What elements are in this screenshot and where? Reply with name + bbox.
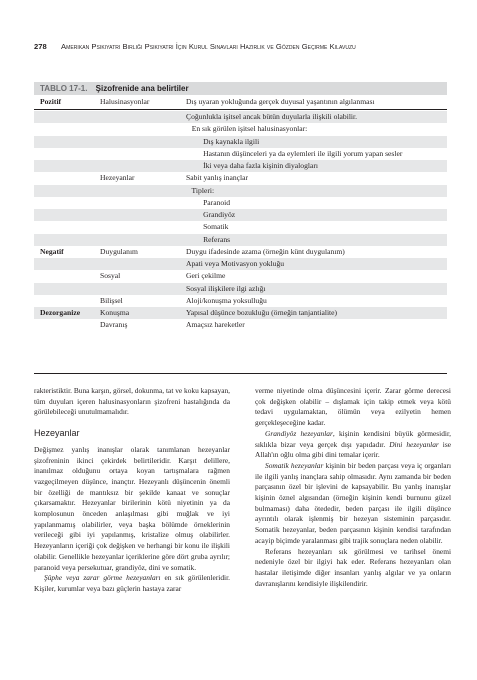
table-row bbox=[34, 258, 447, 270]
table-row bbox=[34, 283, 447, 295]
table-cell-description: Geri çekilme bbox=[186, 271, 226, 281]
table-title: Şizofrenide ana belirtiler bbox=[95, 84, 189, 93]
running-header bbox=[34, 42, 447, 51]
table-cell-description: Sosyal ilişkilere ilgi azlığı bbox=[186, 283, 266, 293]
paragraph: Referans hezeyanları sık görülmesi ve tarihsel önemi nedeniyle özel bir ilgiyi hak eder. Referans hezeyanları olan hastalar iletişimde diğer insanları yanlış algılar ve ya onların davranışlarını kendisiyle ilişkilendirir. bbox=[255, 546, 451, 588]
table-row bbox=[34, 136, 447, 148]
table-row bbox=[34, 246, 447, 258]
running-title: Amerikan Psikiyatri Birliği Psikiyatri İçin Kurul Sınavları Hazırlık ve Gözden Geçirme Kılavuzu bbox=[61, 42, 356, 51]
table-row bbox=[34, 197, 447, 209]
table-cell-subcategory: Hezeyanlar bbox=[100, 173, 135, 183]
table-row bbox=[34, 319, 447, 331]
table-row bbox=[34, 307, 447, 319]
right-text-column bbox=[255, 386, 451, 589]
table-cell-description: Yapısal düşünce bozukluğu (örneğin tanjantialite) bbox=[186, 308, 338, 317]
table-row bbox=[34, 209, 447, 221]
table-cell-description: Aloji/konuşma yoksulluğu bbox=[186, 295, 267, 305]
paragraph bbox=[255, 461, 451, 547]
table-row bbox=[34, 270, 447, 282]
table-cell-description: Sabit yanlış inançlar bbox=[186, 173, 248, 183]
emphasis: Somatik hezeyanlar bbox=[265, 460, 324, 470]
table-cell-subcategory: Bilişsel bbox=[100, 295, 123, 305]
table-row bbox=[34, 172, 447, 184]
emphasis: Dini hezeyanlar bbox=[389, 439, 439, 449]
table-cell-description: Amaçsız hareketler bbox=[186, 320, 245, 330]
left-text-column bbox=[34, 386, 230, 595]
table-row bbox=[34, 221, 447, 233]
table-body bbox=[34, 111, 447, 332]
paragraph: verme niyetinde olma düşüncesini içerir. Zarar görme derecesi çok değişken olabilir – dışlamak için takip etmek veya kötü tedavi uygulamaktan, ölümün veya ezilyetin hemen gerçekleşeceğine kadar. bbox=[255, 386, 451, 428]
table-title-bar bbox=[34, 82, 447, 95]
paragraph bbox=[34, 573, 230, 594]
table-label: TABLO 17-1. bbox=[40, 84, 88, 93]
table-cell-category: Negatif bbox=[40, 246, 64, 256]
table-cell-description: Apati veya Motivasyon yokluğu bbox=[186, 259, 285, 268]
text-run: kişinin bir beden parçası veya iç organları ile ilgili yanlış inançlara sahip olmasıdır. Aynı zamanda bir beden parçasının özel bir işlevini de kapsayabilir. Bu yanlış inanışlar kişinin öznel algısından (örneğin kişinin kendi burnunu güzel bulmaması) daha ötededir, beden parçası ile ilgili düşünce ayrıntılı olarak işlenmiş bir hezeyan sisteminin parçasıdır. Somatik hezeyanlar, beden parçasının kişinin kendisi tarafından acayip biçimde yaralanması gibi trajik sonuçlara neden olabilir. bbox=[255, 460, 451, 545]
table-cell-description: Somatik bbox=[186, 222, 229, 232]
table-cell-description: Hastanın düşünceleri ya da eylemleri ile ilgili yorum yapan sesler bbox=[186, 148, 403, 158]
paragraph: Değişmez yanlış inanışlar olarak tanımlanan hezeyanlar şizofreninin ikinci çekirdek belirtileridir. Karşıt delillere, inanılmaz olduğunu ortaya koyan tartışmalara rağmen vazgeçilmeyen düşünce, inançtır. Hezeyanlı düşüncenin önemli bir özelliği de mantıksız bir şekilde kanaat ve sonuçlar çıkarsamaktır. Hezeyanlar birilerinin kötü niyetinin ya da komplosunun önceden anlaşılması gibi muğlak ve iyi yapılanmamış olabilirler, veya başka bölümde örneklerinin verileceği gibi iyi yapılanmış, kristalize olmuş olabilirler. Hezeyanların içeriği çok değişken ve herhangi bir konu ile ilişkili olabilir. Genellikle hezeyanlar içeriklerine göre dört gruba ayrılır; paranoid veya persekutuar, grandiyöz, dini ve somatik. bbox=[34, 444, 230, 572]
table-cell-description: Dış kaynakla ilgili bbox=[186, 136, 260, 146]
emphasis: Şüphe veya zarar görme hezeyanları bbox=[44, 573, 161, 583]
table-cell-description: Çoğunlukla işitsel ancak bütün duyularla ilişkili olabilir. bbox=[186, 112, 358, 121]
table-row bbox=[34, 148, 447, 160]
page-number: 278 bbox=[34, 42, 47, 51]
table-cell-description: Tipleri: bbox=[186, 185, 215, 195]
table-row bbox=[34, 160, 447, 172]
table-cell-subcategory: Davranış bbox=[100, 320, 128, 330]
table-cell-category: Pozitif bbox=[40, 97, 62, 106]
table-first-row bbox=[34, 95, 447, 110]
table-row bbox=[34, 185, 447, 197]
table-cell-description: Referans bbox=[186, 234, 231, 244]
section-heading: Hezeyanlar bbox=[34, 428, 80, 439]
table-cell-subcategory: Duygulanım bbox=[100, 246, 138, 256]
table-row bbox=[34, 123, 447, 135]
text-run: ise Allah'ın oğlu olma gibi dini temalar içerir. bbox=[255, 439, 451, 460]
table-row bbox=[34, 111, 447, 123]
table-cell-description: İki veya daha fazla kişinin diyalogları bbox=[186, 161, 319, 170]
table-cell-subcategory: Konuşma bbox=[100, 308, 130, 317]
table-row bbox=[34, 295, 447, 307]
table-cell-description: Paranoid bbox=[186, 197, 231, 207]
emphasis: Grandiyöz hezeyanlar bbox=[265, 428, 333, 438]
table-cell-description: Duygu ifadesinde azama (örneğin künt duygulanım) bbox=[186, 246, 345, 256]
table-row bbox=[34, 234, 447, 246]
table-cell-description: Dış uyaran yokluğunda gerçek duyusal yaşantının algılanması bbox=[186, 97, 375, 106]
table-cell-description: Grandiyöz bbox=[186, 210, 236, 219]
table-cell-subcategory: Sosyal bbox=[100, 271, 121, 281]
table-cell-description: En sık görülen işitsel halusinasyonlar: bbox=[186, 124, 308, 134]
table-cell-subcategory: Halusinasyonlar bbox=[100, 97, 150, 106]
paragraph bbox=[255, 429, 451, 461]
text-run: en sık görülenleridir. Kişiler, kurumlar veya bazı güçlerin hastaya zarar bbox=[34, 573, 231, 593]
table-bottom-rule bbox=[34, 373, 447, 374]
paragraph: rakteristiktir. Buna karşın, görsel, dokunma, tat ve koku kapsayan, tüm duyuları içeren halusinasyonların şizofreni hastalığında da görülebileceği unutulmamalıdır. bbox=[34, 386, 231, 417]
text-run: , kişinin kendisini büyük görmesidir, sıklıkla bizar veya gerçek dışı yapıdadır. bbox=[255, 428, 451, 449]
table-cell-category: Dezorganize bbox=[40, 308, 81, 317]
